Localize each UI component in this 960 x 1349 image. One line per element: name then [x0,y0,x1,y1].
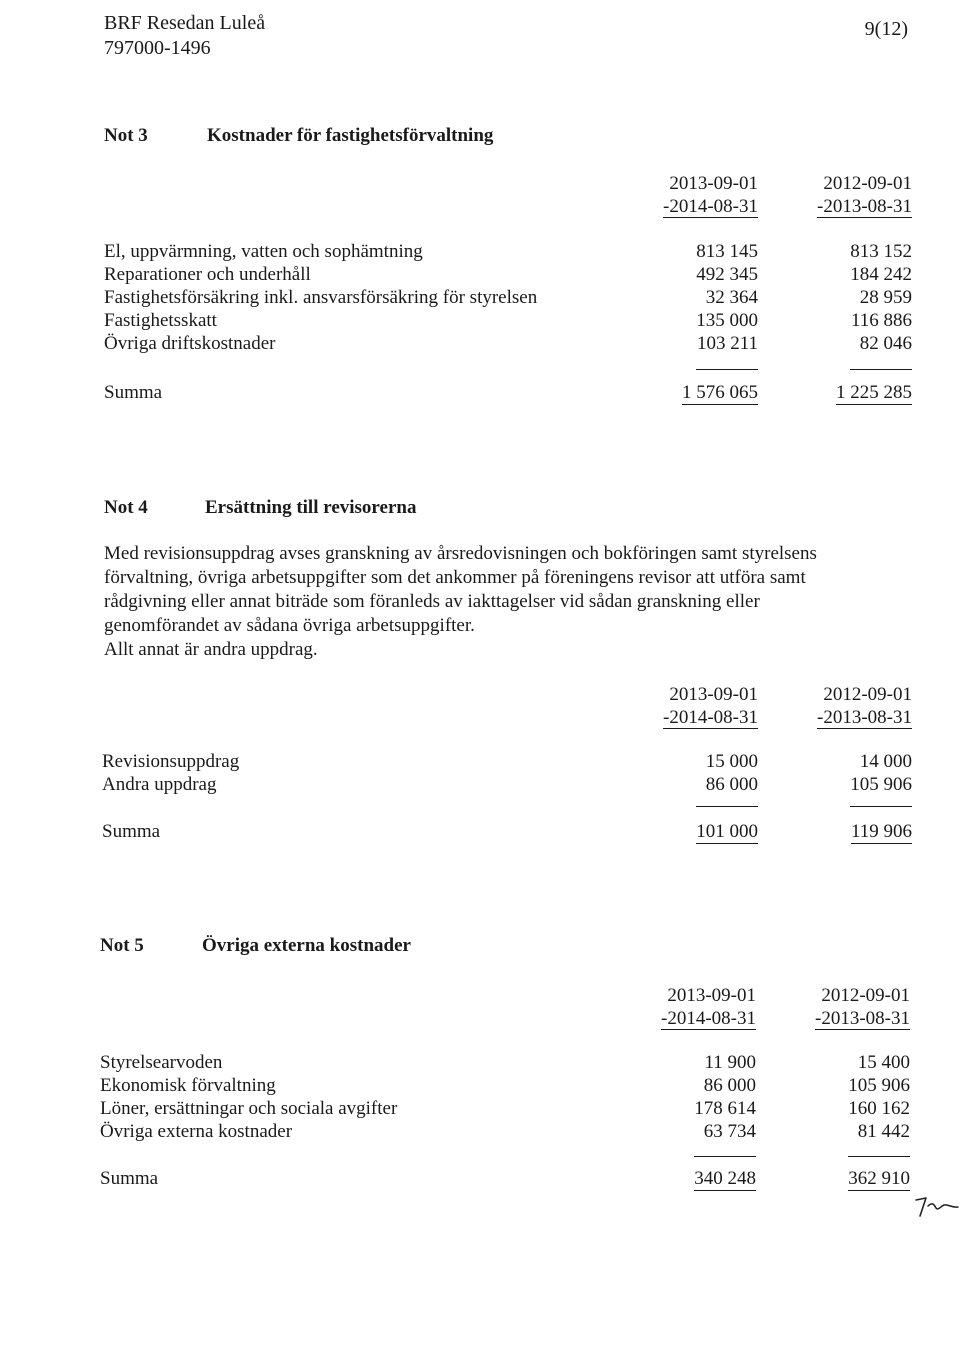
sum-row [0,820,960,843]
row-label: Reparationer och underhåll [104,264,311,285]
sum-previous: 362 910 [848,1168,910,1189]
table-row [0,1051,960,1074]
description-line: Allt annat är andra uppdrag. [104,639,318,660]
sum-previous: 1 225 285 [836,382,912,403]
description-line: förvaltning, övriga arbetsuppgifter som det ankommer på föreningens revisor att utföra samt [104,567,806,588]
organization-number: 797000-1496 [104,37,211,59]
value-current: 15 000 [705,751,758,772]
subtotal-rule [850,369,912,370]
period-start: 2012-09-01 [821,985,910,1006]
row-label: Revisionsuppdrag [102,751,240,772]
value-current: 63 734 [703,1121,756,1142]
period-end: -2014-08-31 [663,707,758,728]
sum-current: 1 576 065 [682,382,758,403]
value-previous: 160 162 [848,1098,910,1119]
period-start: 2013-09-01 [669,173,758,194]
sum-label: Summa [104,382,163,403]
table-row [0,1097,960,1120]
description-line: Med revisionsuppdrag avses granskning av årsredovisningen och bokföringen samt styrelsens [104,543,817,564]
row-label: Övriga externa kostnader [100,1121,293,1142]
note-number: Not 5 [100,935,144,956]
value-previous: 116 886 [850,310,912,331]
value-previous: 82 046 [859,333,912,354]
period-end: -2013-08-31 [817,196,912,217]
subtotal-rule [848,1156,910,1157]
subtotal-rule [696,806,758,807]
value-previous: 81 442 [857,1121,910,1142]
note-number: Not 4 [104,497,148,518]
value-current: 86 000 [705,774,758,795]
note-description [104,542,884,662]
subtotal-rule [850,806,912,807]
note-title: Övriga externa kostnader [202,935,411,956]
row-label: Löner, ersättningar och sociala avgifter [100,1098,398,1119]
period-header-current [598,683,758,729]
table-row [0,332,960,355]
note-title: Kostnader för fastighetsförvaltning [207,125,494,146]
note-title: Ersättning till revisorerna [205,497,417,518]
value-current: 178 614 [694,1098,756,1119]
period-start: 2012-09-01 [823,684,912,705]
sum-row [0,381,960,404]
period-start: 2013-09-01 [667,985,756,1006]
value-previous: 813 152 [850,241,912,262]
period-end: -2014-08-31 [663,196,758,217]
value-current: 135 000 [696,310,758,331]
period-header-previous [752,683,912,729]
value-previous: 105 906 [850,774,912,795]
period-end: -2013-08-31 [817,707,912,728]
sum-current: 340 248 [694,1168,756,1189]
value-previous: 14 000 [859,751,912,772]
period-start: 2012-09-01 [823,173,912,194]
table-row [0,309,960,332]
description-line: rådgivning eller annat biträde som föranleds av iakttagelser vid sådan granskning eller [104,591,760,612]
sum-row [0,1167,960,1190]
period-end: -2014-08-31 [661,1008,756,1029]
value-previous: 28 959 [859,287,912,308]
row-label: Styrelsearvoden [100,1052,223,1073]
row-label: El, uppvärmning, vatten och sophämtning [104,241,423,262]
value-previous: 184 242 [850,264,912,285]
sum-label: Summa [100,1168,159,1189]
sum-current: 101 000 [696,821,758,842]
value-current: 492 345 [696,264,758,285]
subtotal-rule [694,1156,756,1157]
handwritten-initials [908,1192,960,1222]
table-row [0,1120,960,1143]
value-current: 813 145 [696,241,758,262]
page-number: 9(12) [864,18,908,40]
value-current: 32 364 [705,287,758,308]
subtotal-rule [696,369,758,370]
row-label: Andra uppdrag [102,774,217,795]
row-label: Fastighetsskatt [104,310,217,331]
value-current: 11 900 [704,1052,756,1073]
value-current: 103 211 [696,333,758,354]
period-header-previous [750,984,910,1030]
table-row [0,1074,960,1097]
period-header-current [596,984,756,1030]
sum-previous: 119 906 [850,821,912,842]
value-previous: 15 400 [857,1052,910,1073]
row-label: Fastighetsförsäkring inkl. ansvarsförsäkring för styrelsen [104,287,538,308]
value-previous: 105 906 [848,1075,910,1096]
table-row [0,750,960,773]
period-start: 2013-09-01 [669,684,758,705]
sum-label: Summa [102,821,161,842]
period-end: -2013-08-31 [815,1008,910,1029]
description-line: genomförandet av sådana övriga arbetsuppgifter. [104,615,475,636]
row-label: Ekonomisk förvaltning [100,1075,276,1096]
value-current: 86 000 [703,1075,756,1096]
organization-name: BRF Resedan Luleå [104,12,266,34]
row-label: Övriga driftskostnader [104,333,276,354]
table-row [0,773,960,796]
note-number: Not 3 [104,125,148,146]
